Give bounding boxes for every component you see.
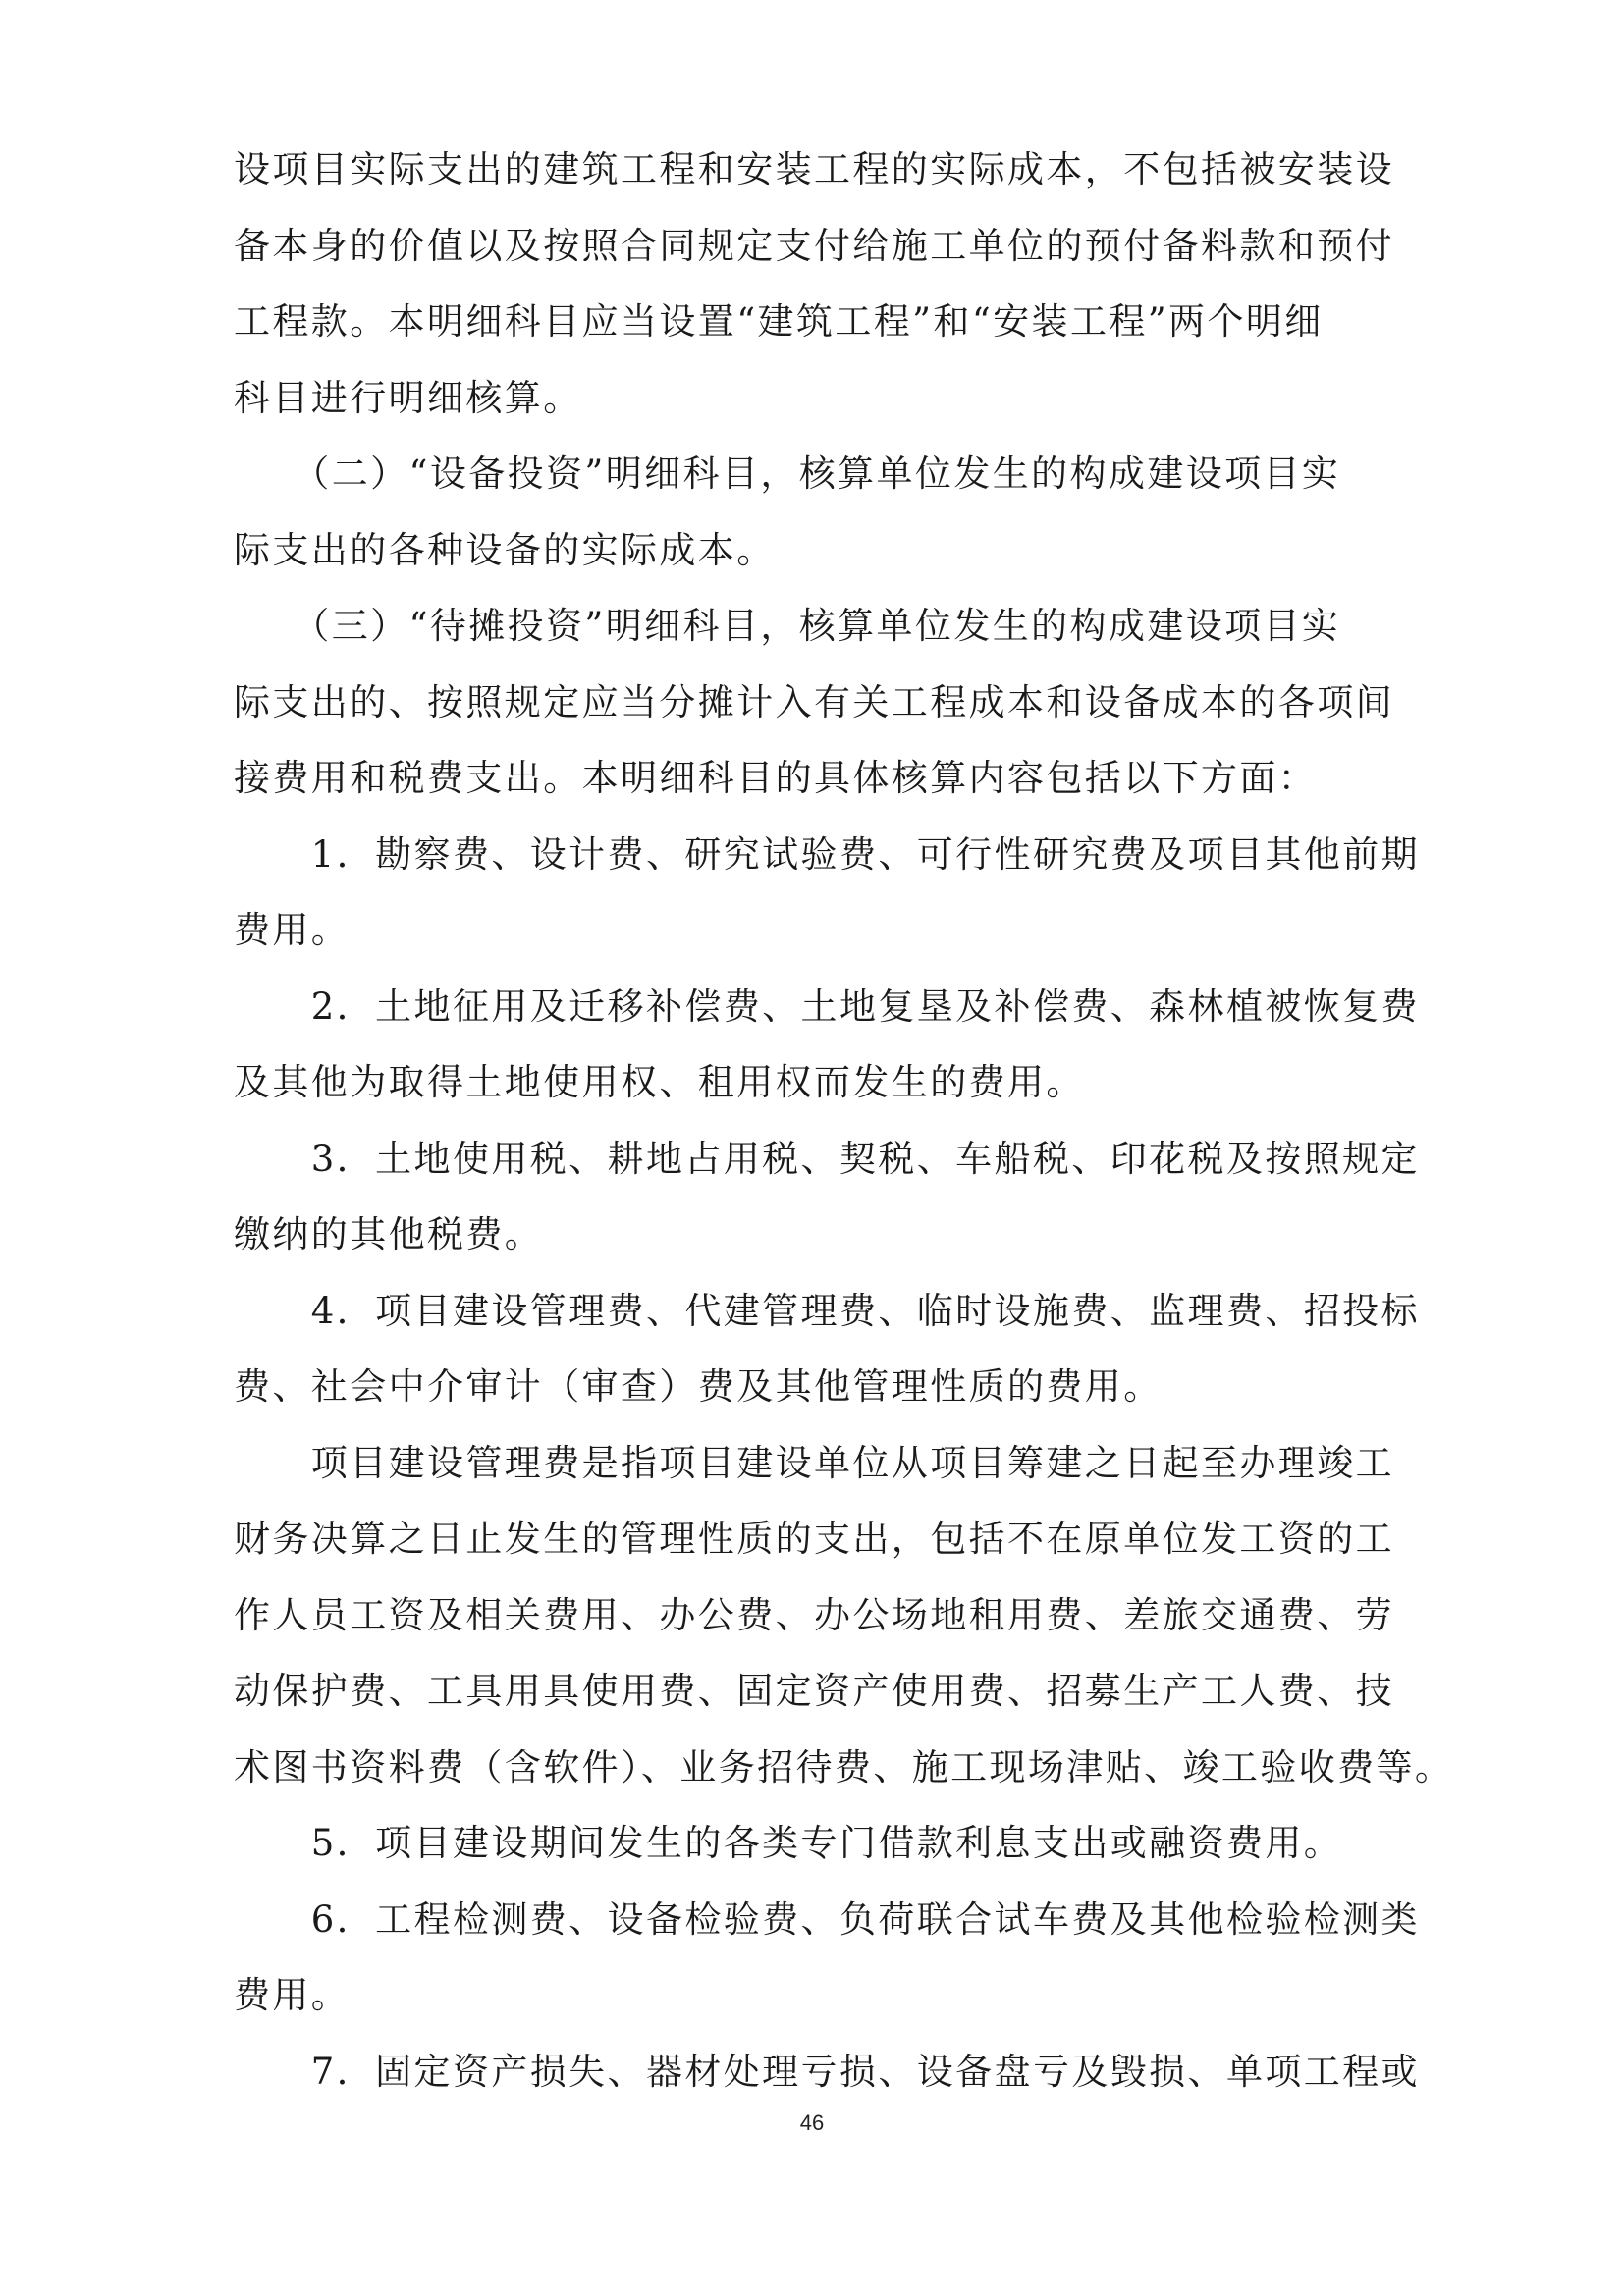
page-number: 46 <box>799 2110 825 2135</box>
text-line: 备本身的价值以及按照合同规定支付给施工单位的预付备料款和预付 <box>234 224 1394 267</box>
text-line: 设项目实际支出的建筑工程和安装工程的实际成本，不包括被安装设 <box>234 148 1394 190</box>
text-line: 科目进行明细核算。 <box>234 376 582 419</box>
text-line: 费用。 <box>234 909 351 951</box>
document-body <box>234 132 1454 2109</box>
text-line: 作人员工资及相关费用、办公费、办公场地租用费、差旅交通费、劳 <box>234 1593 1394 1636</box>
text-line: 财务决算之日止发生的管理性质的支出，包括不在原单位发工资的工 <box>234 1518 1394 1560</box>
text-line: 6．工程检测费、设备检验费、负荷联合试车费及其他检验检测类 <box>234 1897 1420 1941</box>
text-line: （二）“设备投资”明细科目，核算单位发生的构成建设项目实 <box>234 453 1341 495</box>
text-line: 及其他为取得土地使用权、租用权而发生的费用。 <box>234 1061 1085 1103</box>
text-line: 动保护费、工具用具使用费、固定资产使用费、招募生产工人费、技 <box>234 1670 1394 1712</box>
text-line: 2．土地征用及迁移补偿费、土地复垦及补偿费、森林植被恢复费 <box>234 985 1420 1028</box>
text-line: 际支出的各种设备的实际成本。 <box>234 528 776 571</box>
text-line: 费用。 <box>234 1974 351 2016</box>
text-line: 际支出的、按照规定应当分摊计入有关工程成本和设备成本的各项间 <box>234 680 1394 723</box>
text-line: 5．项目建设期间发生的各类专门借款利息支出或融资费用。 <box>234 1822 1343 1864</box>
text-line: 4．项目建设管理费、代建管理费、临时设施费、监理费、招投标 <box>234 1289 1420 1332</box>
text-line: 7．固定资产损失、器材处理亏损、设备盘亏及毁损、单项工程或 <box>234 2050 1420 2093</box>
text-line: （三）“待摊投资”明细科目，核算单位发生的构成建设项目实 <box>234 605 1341 647</box>
text-line: 术图书资料费（含软件）、业务招待费、施工现场津贴、竣工验收费等。 <box>234 1745 1454 1789</box>
text-line: 项目建设管理费是指项目建设单位从项目筹建之日起至办理竣工 <box>234 1441 1394 1484</box>
text-line: 3．土地使用税、耕地占用税、契税、车船税、印花税及按照规定 <box>234 1137 1420 1180</box>
text-line: 1．勘察费、设计费、研究试验费、可行性研究费及项目其他前期 <box>234 832 1420 876</box>
text-line: 缴纳的其他税费。 <box>234 1213 544 1255</box>
text-line: 接费用和税费支出。本明细科目的具体核算内容包括以下方面： <box>234 757 1318 799</box>
text-line: 工程款。本明细科目应当设置“建筑工程”和“安装工程”两个明细 <box>234 300 1324 343</box>
text-line: 费、社会中介审计（审查）费及其他管理性质的费用。 <box>234 1365 1163 1408</box>
